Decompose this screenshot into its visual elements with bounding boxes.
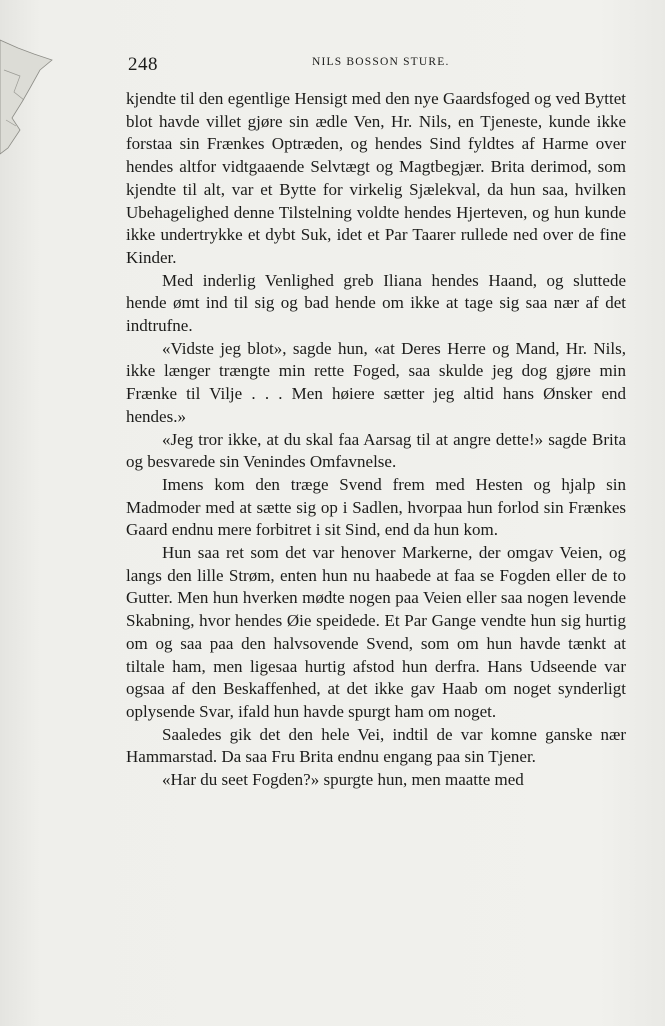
body-text: [126, 88, 626, 792]
paragraph: «Har du seet Fogden?» spurgte hun, men maatte med: [162, 770, 524, 790]
paragraph: Imens kom den træge Svend frem med Hesten og hjalp sin Madmoder med at sætte sig op i Sadlen, hvorpaa hun forlod sin Frænkes Gaard endnu mere forbitret i sit Sind, end da hun kom.: [126, 474, 626, 540]
page-number: 248: [128, 54, 158, 75]
page-header: [126, 52, 626, 78]
paragraph: Med inderlig Venlighed greb Iliana hendes Haand, og sluttede hende ømt ind til sig og bad hende om ikke at tage sig saa nær af det indtrufne.: [126, 270, 626, 336]
running-title: NILS BOSSON STURE.: [312, 56, 450, 68]
paragraph: Saaledes gik det den hele Vei, indtil de var komne ganske nær Hammarstad. Da saa Fru Brita endnu engang paa sin Tjener.: [126, 724, 626, 767]
paragraph: «Vidste jeg blot», sagde hun, «at Deres Herre og Mand, Hr. Nils, ikke længer trængte min rette Foged, saa skulde jeg dog gjøre min Frænke til Vilje . . . Men høiere sætter jeg altid hans Ønsker end hendes.»: [126, 338, 626, 426]
paragraph: «Jeg tror ikke, at du skal faa Aarsag til at angre dette!» sagde Brita og besvarede sin Venindes Omfavnelse.: [126, 429, 626, 472]
torn-corner-mark: [0, 30, 60, 170]
paragraph: kjendte til den egentlige Hensigt med den nye Gaardsfoged og ved Byttet blot havde villet gjøre sin ædle Ven, Hr. Nils, en Tjeneste, kunde ikke forstaa sin Frænkes Optræden, og hendes Sind fyldtes af Harme over hendes altfor vidtgaaende Selvtægt og Magtbegjær. Brita derimod, som kjendte til alt, var et Bytte for virkelig Sjælekval, da hun saa, hvilken Ubehagelighed denne Tilstelning voldte hendes Hjerteven, og hun kunde ikke undertrykke et dybt Suk, idet et Par Taarer rullede ned over de fine Kinder.: [126, 89, 626, 267]
paragraph: Hun saa ret som det var henover Markerne, der omgav Veien, og langs den lille Strøm, enten hun nu haabede at faa se Fogden eller de to Gutter. Men hun hverken mødte nogen paa Veien eller saa nogen levende Skabning, hvor hendes Øie speidede. Et Par Gange vendte hun sig hurtig om og saa paa den halvsovende Svend, som om hun havde tænkt at tiltale ham, men ligesaa hurtig afstod hun derfra. Hans Udseende var ogsaa af den Beskaffenhed, at det ikke gav Haab om noget synderligt oplysende Svar, ifald hun havde spurgt ham om noget.: [126, 543, 626, 721]
